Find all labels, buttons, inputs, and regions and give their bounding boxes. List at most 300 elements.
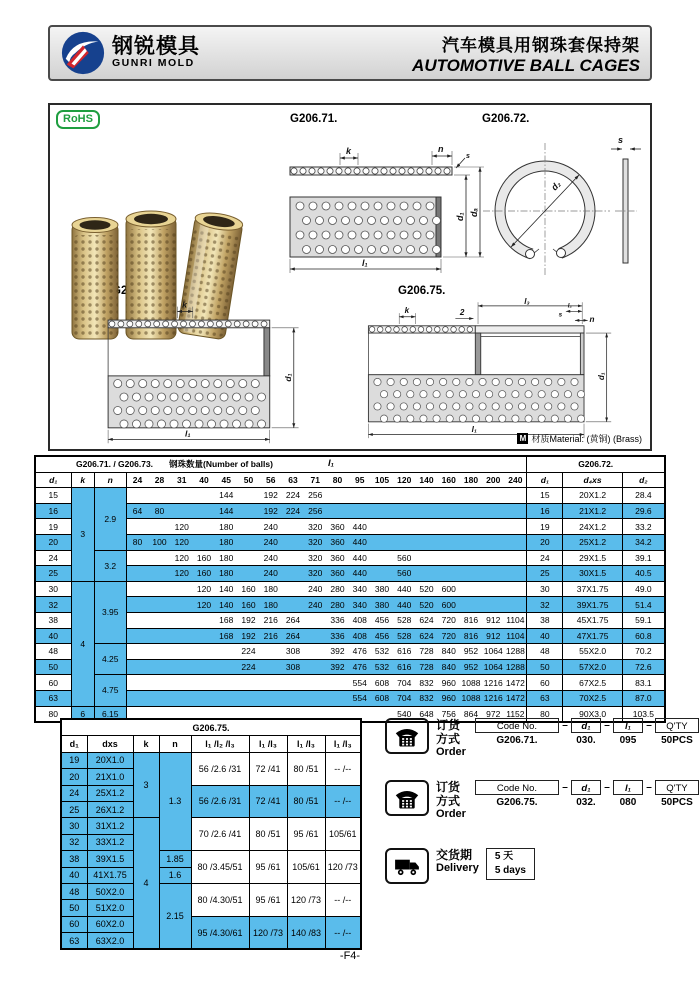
cell-balls	[148, 612, 170, 628]
cell-balls	[438, 534, 460, 550]
col-header-l1-28: 28	[148, 472, 170, 488]
order-code-diagram	[475, 780, 699, 808]
col-header-l1-120: 120	[393, 472, 415, 488]
cell-n: 3.95	[94, 581, 126, 643]
cell-balls: 600	[438, 581, 460, 597]
cell-balls	[237, 675, 259, 691]
cell-d4xs: 24X1.2	[563, 519, 622, 535]
delivery-days-cn: 5 天	[494, 851, 514, 862]
cell-balls: 520	[415, 597, 437, 613]
cell-d4xs: 47X1.75	[563, 628, 622, 644]
g206-75-table	[60, 718, 362, 950]
cell-d4xs: 90X3.0	[563, 706, 622, 722]
cell-balls	[126, 690, 148, 706]
col-header-l1-24: 24	[126, 472, 148, 488]
cell-balls	[438, 519, 460, 535]
cell-balls: 864	[460, 706, 482, 722]
cell-d1: 38	[61, 851, 87, 867]
cell-dxs: 60X2.0	[87, 916, 133, 932]
cell-balls: 554	[349, 675, 371, 691]
cell-balls	[148, 581, 170, 597]
cell-balls	[393, 519, 415, 535]
label-g206-72: G206.72.	[482, 113, 530, 125]
cell-balls: 360	[326, 550, 348, 566]
cell-balls	[193, 488, 215, 504]
cell-balls	[460, 503, 482, 519]
table-row	[35, 550, 665, 566]
cell-dxs: 25X1.2	[87, 785, 133, 801]
order-label-en: Order	[436, 808, 466, 820]
cell-balls: 64	[126, 503, 148, 519]
cell-balls: 440	[349, 534, 371, 550]
delivery-days-en: 5 days	[494, 865, 526, 876]
cell-balls	[504, 534, 526, 550]
cell-balls: 180	[215, 519, 237, 535]
cell-balls	[237, 519, 259, 535]
cell-balls: 608	[371, 675, 393, 691]
cell-balls: 960	[438, 690, 460, 706]
cell-balls	[282, 581, 304, 597]
cell-d1-right: 24	[527, 550, 563, 566]
cell-d4xs: 20X1.2	[563, 488, 622, 504]
cell-balls	[282, 519, 304, 535]
cell-balls	[482, 503, 504, 519]
cell-balls	[126, 566, 148, 582]
cell-balls	[126, 659, 148, 675]
table-row	[35, 690, 665, 706]
example-qty: 50PCS	[661, 797, 693, 808]
cell-balls: 80	[148, 503, 170, 519]
svg-text:k: k	[404, 306, 410, 316]
cell-d1: 16	[35, 503, 71, 519]
table-row	[61, 818, 361, 834]
cell-balls	[438, 488, 460, 504]
cell-balls: 528	[393, 612, 415, 628]
cell-balls: 1104	[504, 612, 526, 628]
table-row	[61, 851, 361, 867]
cell-d2: 72.6	[622, 659, 665, 675]
cell-balls	[460, 534, 482, 550]
cell-n: 3.2	[94, 550, 126, 581]
cell-balls	[171, 612, 193, 628]
cell-d1-right: 80	[527, 706, 563, 722]
cell-balls	[438, 566, 460, 582]
cell-d1: 19	[61, 752, 87, 768]
cell-balls: 240	[304, 581, 326, 597]
separator: –	[562, 720, 568, 731]
cell-balls	[215, 690, 237, 706]
cell-d2: 87.0	[622, 690, 665, 706]
cell-d4xs: 37X1.75	[563, 581, 622, 597]
cell-balls	[460, 550, 482, 566]
cell-balls	[148, 690, 170, 706]
cell-lengths: -- /--	[325, 752, 361, 785]
cell-balls	[460, 566, 482, 582]
cell-balls: 180	[215, 566, 237, 582]
cell-balls	[460, 519, 482, 535]
cell-balls: 624	[415, 612, 437, 628]
cell-n: 1.6	[159, 867, 191, 883]
delivery-block	[385, 848, 663, 884]
cell-balls: 320	[304, 519, 326, 535]
delivery-label-cn: 交货期	[436, 848, 473, 862]
table-row	[35, 503, 665, 519]
cell-balls: 224	[237, 644, 259, 660]
cell-balls	[126, 488, 148, 504]
cell-balls	[171, 675, 193, 691]
cell-d1-right: 50	[527, 659, 563, 675]
cell-d1: 32	[61, 834, 87, 850]
cell-balls	[237, 503, 259, 519]
cell-balls: 440	[349, 566, 371, 582]
col-header-d4xs: d₄xs	[563, 472, 622, 488]
example-d1: 032.	[576, 797, 596, 808]
cell-balls: 140	[215, 597, 237, 613]
table-row	[61, 916, 361, 932]
cell-balls: 320	[304, 566, 326, 582]
cell-balls: 608	[371, 690, 393, 706]
cell-balls	[371, 488, 393, 504]
svg-text:d₁: d₁	[596, 372, 606, 381]
cell-dxs: 33X1.2	[87, 834, 133, 850]
cell-balls	[504, 519, 526, 535]
table-row	[61, 785, 361, 801]
cell-d1-right: 30	[527, 581, 563, 597]
cell-lengths: 95 /4.30/61	[191, 916, 249, 949]
cell-balls: 144	[215, 503, 237, 519]
cell-lengths: 95 /61	[287, 818, 325, 851]
cell-balls: 616	[393, 644, 415, 660]
cell-lengths: 95 /61	[249, 851, 287, 884]
drawing-g206-71	[280, 125, 495, 277]
cell-d1-right: 16	[527, 503, 563, 519]
cell-balls	[148, 628, 170, 644]
cell-d1: 60	[35, 675, 71, 691]
cell-balls: 952	[460, 659, 482, 675]
cell-balls: 160	[237, 581, 259, 597]
cell-balls: 720	[438, 628, 460, 644]
cell-balls	[304, 675, 326, 691]
cell-balls	[282, 597, 304, 613]
cell-balls: 192	[237, 612, 259, 628]
cell-balls: 528	[393, 628, 415, 644]
cell-d1-right: 15	[527, 488, 563, 504]
cell-balls	[482, 519, 504, 535]
cell-balls	[148, 659, 170, 675]
cell-lengths: 105/61	[325, 818, 361, 851]
cell-balls: 216	[260, 628, 282, 644]
cell-balls: 816	[460, 628, 482, 644]
cell-d1: 63	[35, 690, 71, 706]
col-header-l1-40: 40	[193, 472, 215, 488]
cell-balls: 720	[438, 612, 460, 628]
t75-col-header-6: l₁ /l₃	[287, 736, 325, 752]
cell-balls	[304, 690, 326, 706]
col-header-l1-63: 63	[282, 472, 304, 488]
svg-text:d₁: d₁	[282, 373, 293, 382]
page-title	[412, 31, 640, 76]
cell-balls: 832	[415, 690, 437, 706]
cell-balls: 560	[393, 566, 415, 582]
company-logo	[60, 30, 200, 76]
cell-balls: 224	[282, 488, 304, 504]
cell-lengths: 80 /3.45/51	[191, 851, 249, 884]
cell-balls: 380	[371, 581, 393, 597]
col-header-l1-31: 31	[171, 472, 193, 488]
cell-d1: 40	[61, 867, 87, 883]
cell-balls	[371, 503, 393, 519]
cell-lengths: -- /--	[325, 883, 361, 916]
cell-balls	[415, 566, 437, 582]
order-block-g206-75	[385, 780, 693, 821]
t75-col-header-5: l₁ /l₃	[249, 736, 287, 752]
cell-balls	[282, 675, 304, 691]
cell-balls	[126, 519, 148, 535]
t75-col-header-1: dxs	[87, 736, 133, 752]
cell-balls: 912	[482, 612, 504, 628]
qty-box: Q'TY	[655, 718, 699, 733]
t75-col-header-0: d₁	[61, 736, 87, 752]
cell-d1: 20	[61, 769, 87, 785]
cell-d1-right: 20	[527, 534, 563, 550]
svg-text:s: s	[558, 311, 563, 319]
cell-balls	[171, 488, 193, 504]
cell-balls: 256	[304, 488, 326, 504]
cell-d1-right: 48	[527, 644, 563, 660]
cell-lengths: 80 /4.30/51	[191, 883, 249, 916]
cell-balls	[237, 566, 259, 582]
cell-dxs: 51X2.0	[87, 900, 133, 916]
cell-balls: 1472	[504, 675, 526, 691]
cell-balls: 540	[393, 706, 415, 722]
cell-d1: 38	[35, 612, 71, 628]
cell-balls	[482, 581, 504, 597]
material-icon: M	[517, 433, 528, 444]
cell-balls	[282, 566, 304, 582]
cell-balls	[148, 644, 170, 660]
cell-balls	[326, 675, 348, 691]
col-header-l1-56: 56	[260, 472, 282, 488]
cell-balls: 320	[304, 550, 326, 566]
cell-balls: 336	[326, 628, 348, 644]
col-header-l1-95: 95	[349, 472, 371, 488]
cell-n: 1.85	[159, 851, 191, 867]
cell-d4xs: 21X1.2	[563, 503, 622, 519]
col-header-l1-105: 105	[371, 472, 393, 488]
cell-balls	[304, 612, 326, 628]
cell-dxs: 26X1.2	[87, 801, 133, 817]
cell-balls: 120	[171, 534, 193, 550]
cell-balls	[260, 675, 282, 691]
cell-balls	[438, 503, 460, 519]
col-header-l1-180: 180	[460, 472, 482, 488]
cell-balls: 408	[349, 612, 371, 628]
table-row	[35, 659, 665, 675]
separator: –	[646, 720, 652, 731]
cell-d1: 20	[35, 534, 71, 550]
col-header-l1-80: 80	[326, 472, 348, 488]
cell-balls	[148, 550, 170, 566]
cell-balls: 380	[371, 597, 393, 613]
separator: –	[604, 782, 610, 793]
cell-balls: 456	[371, 628, 393, 644]
table-row	[35, 597, 665, 613]
qty-box: Q'TY	[655, 780, 699, 795]
t75-col-header-3: n	[159, 736, 191, 752]
cell-balls: 120	[171, 566, 193, 582]
d1-box: d₁	[571, 780, 601, 795]
cell-balls	[282, 534, 304, 550]
cell-d2: 49.0	[622, 581, 665, 597]
svg-text:k: k	[182, 299, 187, 310]
cell-balls: 756	[438, 706, 460, 722]
cell-balls	[171, 581, 193, 597]
cell-balls	[504, 503, 526, 519]
cell-d1: 48	[61, 883, 87, 899]
cell-d1: 32	[35, 597, 71, 613]
truck-icon	[385, 848, 429, 884]
t75-col-header-7: l₁ /l₃	[325, 736, 361, 752]
cell-dxs: 39X1.5	[87, 851, 133, 867]
cell-n: 4.25	[94, 644, 126, 675]
cell-d2: 28.4	[622, 488, 665, 504]
cell-balls	[193, 519, 215, 535]
cell-balls: 120	[193, 581, 215, 597]
cell-balls	[126, 675, 148, 691]
separator: –	[562, 782, 568, 793]
cell-balls: 440	[393, 581, 415, 597]
col-header-k: k	[71, 472, 94, 488]
cell-k: 4	[133, 818, 159, 950]
order-label	[436, 780, 466, 821]
cell-balls	[482, 550, 504, 566]
cell-balls: 616	[393, 659, 415, 675]
cell-balls: 1088	[460, 690, 482, 706]
table-row	[35, 534, 665, 550]
cell-balls	[415, 534, 437, 550]
cell-lengths: 56 /2.6 /31	[191, 785, 249, 818]
cell-balls	[215, 659, 237, 675]
table-row	[35, 488, 665, 504]
cell-balls	[460, 597, 482, 613]
cell-balls: 1104	[504, 628, 526, 644]
cell-balls: 192	[237, 628, 259, 644]
drawing-g206-73	[92, 297, 332, 449]
cell-d4xs: 25X1.2	[563, 534, 622, 550]
phone-icon	[385, 780, 429, 816]
cell-balls: 160	[237, 597, 259, 613]
example-d1: 030.	[576, 735, 596, 746]
table-row	[35, 675, 665, 691]
cell-dxs: 50X2.0	[87, 883, 133, 899]
cell-balls	[260, 644, 282, 660]
cell-balls	[460, 488, 482, 504]
cell-lengths: 80 /51	[249, 818, 287, 851]
cell-balls	[438, 550, 460, 566]
delivery-label-en: Delivery	[436, 862, 479, 874]
cell-lengths: 95 /61	[249, 883, 287, 916]
cell-balls	[393, 534, 415, 550]
cell-balls	[393, 503, 415, 519]
cell-n: 4.75	[94, 675, 126, 706]
table-row	[35, 628, 665, 644]
svg-text:d₂: d₂	[549, 179, 563, 193]
separator: –	[646, 782, 652, 793]
cell-balls: 532	[371, 659, 393, 675]
cell-balls	[349, 488, 371, 504]
cell-balls: 532	[371, 644, 393, 660]
cell-balls	[371, 550, 393, 566]
order-label	[436, 718, 466, 759]
cell-balls: 264	[282, 612, 304, 628]
cell-d1-right: 32	[527, 597, 563, 613]
cell-d1: 24	[35, 550, 71, 566]
main-table	[34, 455, 666, 723]
cell-balls	[304, 659, 326, 675]
cell-balls: 960	[438, 675, 460, 691]
col-header-l1-200: 200	[482, 472, 504, 488]
table-row	[61, 883, 361, 899]
cell-d2: 33.2	[622, 519, 665, 535]
cell-balls: 120	[193, 597, 215, 613]
cell-balls	[126, 612, 148, 628]
cell-lengths: 70 /2.6 /41	[191, 818, 249, 851]
cell-lengths: 120 /73	[325, 851, 361, 884]
col-header-l1-71: 71	[304, 472, 326, 488]
cell-balls	[126, 550, 148, 566]
example-code: G206.75.	[496, 797, 538, 808]
cell-balls: 1064	[482, 644, 504, 660]
cell-balls: 308	[282, 644, 304, 660]
cell-balls	[504, 550, 526, 566]
cell-balls	[193, 659, 215, 675]
cell-d4xs: 39X1.75	[563, 597, 622, 613]
cell-d2: 29.6	[622, 503, 665, 519]
cell-balls: 180	[260, 597, 282, 613]
material-note	[517, 432, 642, 445]
cell-balls: 1472	[504, 690, 526, 706]
cell-balls	[393, 488, 415, 504]
cell-balls	[148, 488, 170, 504]
cell-d4xs: 30X1.5	[563, 566, 622, 582]
cell-balls: 1216	[482, 675, 504, 691]
cell-balls	[482, 597, 504, 613]
order-label-en: Order	[436, 746, 466, 758]
cell-balls: 1216	[482, 690, 504, 706]
cell-balls: 80	[126, 534, 148, 550]
cell-d1: 25	[35, 566, 71, 582]
cell-balls	[326, 488, 348, 504]
drawing-g206-72	[475, 123, 650, 293]
logo-text-en: GUNRI MOLD	[112, 57, 195, 69]
table-row	[35, 612, 665, 628]
cell-d1: 15	[35, 488, 71, 504]
cell-balls: 100	[148, 534, 170, 550]
cell-lengths: 72 /41	[249, 752, 287, 785]
cell-balls: 408	[349, 628, 371, 644]
cell-balls	[215, 644, 237, 660]
cell-d4xs: 67X2.5	[563, 675, 622, 691]
cell-d1: 80	[35, 706, 71, 722]
cell-balls	[193, 628, 215, 644]
cell-balls: 1152	[504, 706, 526, 722]
drawing-g206-75	[345, 295, 650, 449]
logo-mark-icon	[60, 30, 106, 76]
cell-lengths: 105/61	[287, 851, 325, 884]
cell-d4xs: 29X1.5	[563, 550, 622, 566]
cell-balls	[304, 628, 326, 644]
cell-lengths: 140 /83	[287, 916, 325, 949]
